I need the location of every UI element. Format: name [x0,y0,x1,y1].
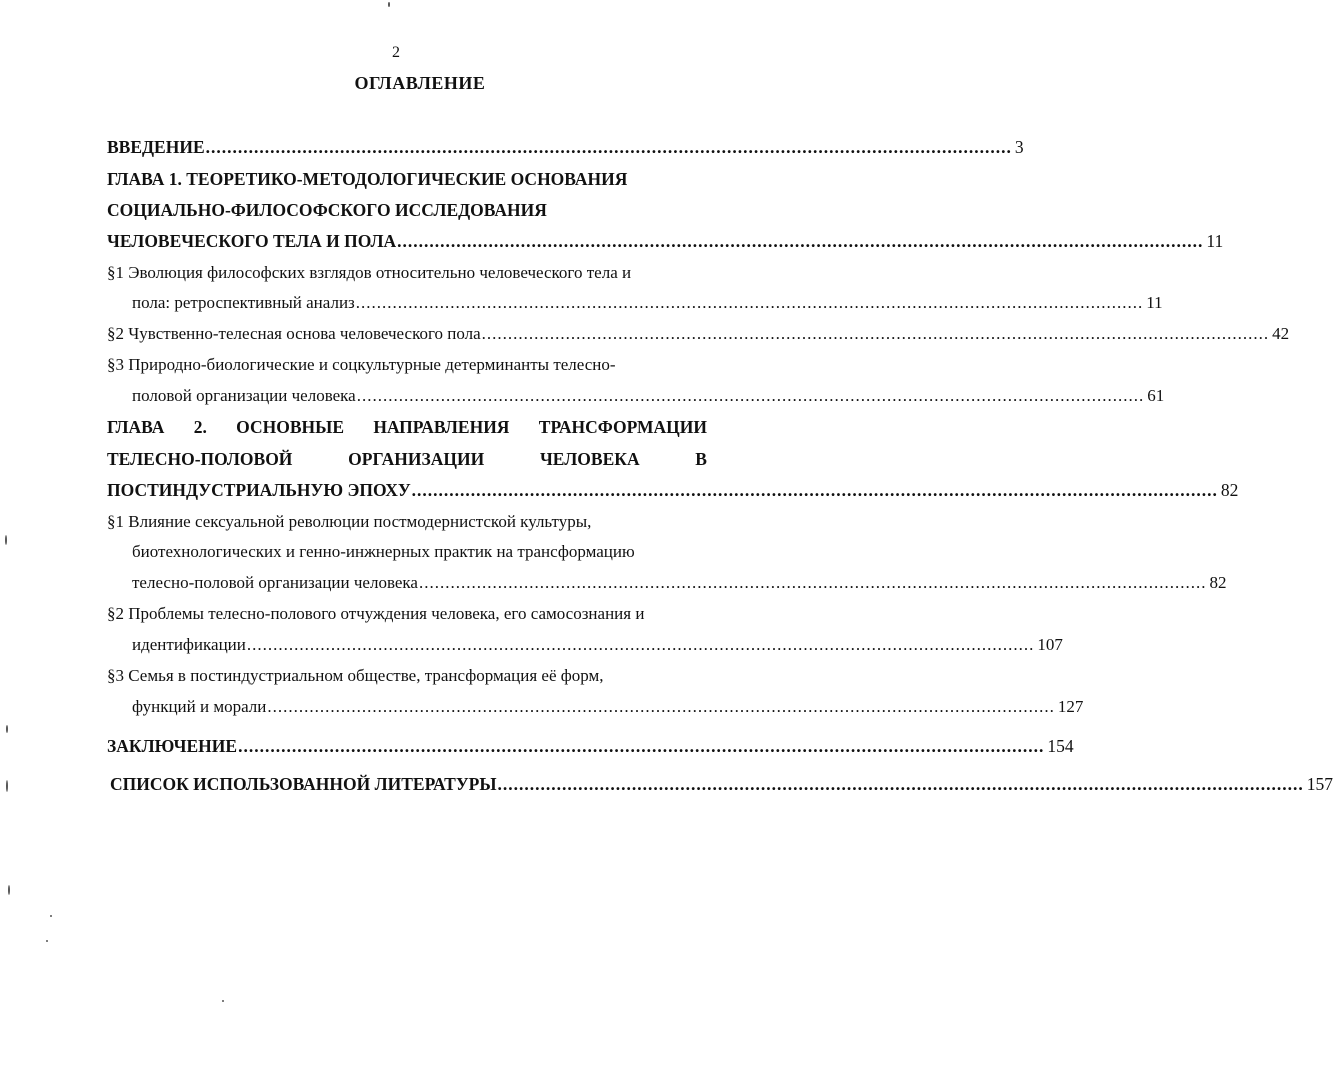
toc-page-number: 11 [1206,231,1224,251]
toc-ch1-s1-line1: §1 Эволюция философских взглядов относительно человеческого тела и [107,263,632,282]
toc-entry-text: ПОСТИНДУСТРИАЛЬНУЮ ЭПОХУ [107,480,411,500]
toc-entry-text: пола: ретроспективный анализ [132,293,355,312]
toc-ch2-s2-line1: §2 Проблемы телесно-полового отчуждения человека, его самосознания и [107,604,645,623]
toc-page-number: 42 [1272,324,1290,343]
toc-entry-ch1-s3[interactable] [132,385,1165,407]
dot-leader: ...................................................................................................................................................... [246,635,1035,654]
scan-speck [50,915,52,917]
dot-leader: ...................................................................................................................................................... [481,324,1270,343]
toc-chapter2-line2 [107,448,707,470]
dot-leader: ...................................................................................................................................................... [205,137,1012,157]
toc-entry-text: ЗАКЛЮЧЕНИЕ [107,736,238,756]
toc-entry-text: идентификации [132,635,246,654]
toc-page-number: 82 [1209,573,1227,592]
toc-entry-text: СПИСОК ИСПОЛЬЗОВАННОЙ ЛИТЕРАТУРЫ [110,774,497,794]
toc-page-number: 154 [1047,736,1074,756]
chapter2-word: В [695,449,707,469]
toc-page-number: 61 [1147,386,1165,405]
toc-page-number: 3 [1014,137,1024,157]
chapter2-word: 2. [193,417,207,437]
scan-speck [388,2,390,7]
scan-speck [46,940,48,942]
toc-page-number: 11 [1146,293,1163,312]
toc-entry-text: §2 Чувственно-телесная основа человеческого пола [107,324,481,343]
dot-leader: ...................................................................................................................................................... [356,386,1145,405]
toc-entry-text: телесно-половой организации человека [132,573,418,592]
toc-entry-chapter1[interactable] [107,230,1224,252]
toc-chapter1-line1: ГЛАВА 1. ТЕОРЕТИКО-МЕТОДОЛОГИЧЕСКИЕ ОСНОВАНИЯ [107,169,628,189]
chapter2-word: ТРАНСФОРМАЦИИ [538,417,707,437]
toc-entry-introduction[interactable] [107,136,1024,158]
toc-entry-ch1-s2[interactable] [107,323,1290,345]
chapter2-word: ОРГАНИЗАЦИИ [348,449,485,469]
toc-entry-text: половой организации человека [132,386,356,405]
toc-ch2-s3-line1: §3 Семья в постиндустриальном обществе, трансформация её форм, [107,666,604,685]
toc-entry-ch2-s3[interactable] [132,696,1084,718]
page-number: 2 [392,44,400,61]
toc-ch2-s1-line2: биотехнологических и генно-инжнерных практик на трансформацию [132,542,635,561]
toc-entry-conclusion[interactable] [107,735,1074,757]
toc-entry-text: функций и морали [132,697,267,716]
toc-entry-text: ЧЕЛОВЕЧЕСКОГО ТЕЛА И ПОЛА [107,231,397,251]
dot-leader: ...................................................................................................................................................... [418,573,1207,592]
toc-entry-ch2-s1[interactable] [132,572,1227,594]
dot-leader: ...................................................................................................................................................... [497,774,1304,794]
chapter2-word: ОСНОВНЫЕ [236,417,345,437]
toc-page-number: 107 [1037,635,1063,654]
scan-speck [6,725,8,733]
scan-speck [8,885,10,895]
toc-chapter1-line2: СОЦИАЛЬНО-ФИЛОСОФСКОГО ИССЛЕДОВАНИЯ [107,200,547,220]
dot-leader: ...................................................................................................................................................... [397,231,1204,251]
toc-page-number: 82 [1220,480,1239,500]
dot-leader: ...................................................................................................................................................... [411,480,1218,500]
chapter2-word: ЧЕЛОВЕКА [539,449,640,469]
toc-entry-bibliography[interactable] [110,773,1333,795]
toc-page-number: 157 [1306,774,1333,794]
toc-ch1-s3-line1: §3 Природно-биологические и соцкультурные детерминанты телесно- [107,355,616,374]
scan-speck [222,1000,224,1002]
chapter2-word: НАПРАВЛЕНИЯ [373,417,510,437]
scan-speck [5,535,7,545]
toc-title: ОГЛАВЛЕНИЕ [354,73,486,93]
dot-leader: ...................................................................................................................................................... [238,736,1045,756]
toc-entry-ch1-s1[interactable] [132,292,1163,314]
dot-leader: ...................................................................................................................................................... [267,697,1055,716]
toc-entry-ch2-s2[interactable] [132,634,1063,656]
toc-ch2-s1-line1: §1 Влияние сексуальной революции постмодернистской культуры, [107,512,592,531]
toc-entry-chapter2[interactable] [107,479,1239,501]
toc-chapter2-line1 [107,416,707,438]
toc-page-number: 127 [1057,697,1084,716]
scan-speck [6,780,8,792]
dot-leader: ...................................................................................................................................................... [355,293,1144,312]
chapter2-word: ТЕЛЕСНО-ПОЛОВОЙ [107,449,293,469]
chapter2-word: ГЛАВА [107,417,165,437]
toc-entry-text: ВВЕДЕНИЕ [107,137,205,157]
